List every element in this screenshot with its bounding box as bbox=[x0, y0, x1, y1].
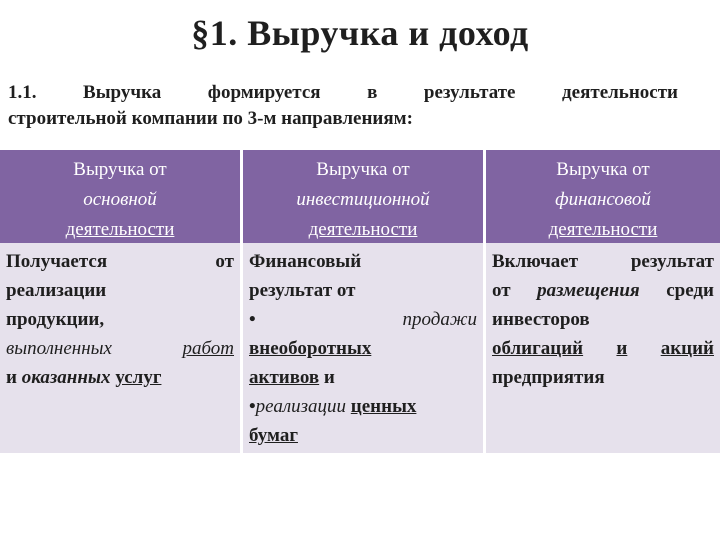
cell-line bbox=[249, 392, 477, 421]
cell-line: продукции, bbox=[6, 309, 105, 330]
cell-line bbox=[6, 334, 234, 363]
cell-word: от bbox=[215, 251, 234, 272]
page-title: §1. Выручка и доход bbox=[191, 13, 529, 53]
header-line: инвестиционной bbox=[296, 189, 430, 210]
cell-word: акций bbox=[660, 338, 714, 359]
cell-line bbox=[492, 276, 714, 305]
cell-line bbox=[492, 334, 714, 363]
intro-paragraph bbox=[8, 80, 678, 132]
cell-core-activity bbox=[0, 243, 240, 453]
cell-word: реализации bbox=[255, 396, 347, 417]
header-line: Выручка от bbox=[556, 159, 650, 180]
cell-line bbox=[249, 363, 477, 392]
cell-line: предприятия bbox=[492, 367, 605, 388]
table-body-row bbox=[0, 243, 720, 453]
cell-line: результат от bbox=[249, 280, 356, 301]
cell-word: и bbox=[323, 367, 335, 388]
header-line: финансовой bbox=[555, 189, 651, 210]
cell-financial-activity bbox=[486, 243, 720, 453]
intro-line-1: 1.1. Выручка формируется в результате деятельности bbox=[8, 82, 678, 103]
cell-word: и bbox=[616, 338, 628, 359]
header-line: деятельности bbox=[308, 219, 418, 240]
cell-word: облигаций bbox=[492, 338, 584, 359]
intro-line-2: строительной компании по 3-м направлениям: bbox=[8, 108, 413, 129]
cell-word: результат bbox=[630, 251, 714, 272]
cell-investment-activity bbox=[243, 243, 483, 453]
header-financial-activity bbox=[486, 150, 720, 243]
header-core-activity bbox=[0, 150, 240, 243]
cell-word: услуг bbox=[115, 367, 162, 388]
cell-word: продажи bbox=[402, 309, 477, 330]
header-line: Выручка от bbox=[73, 159, 167, 180]
cell-word: Получается bbox=[6, 251, 108, 272]
cell-line: Финансовый bbox=[249, 251, 362, 272]
cell-word: размещения bbox=[537, 280, 640, 301]
cell-word: оказанных bbox=[21, 367, 111, 388]
cell-line bbox=[492, 247, 714, 276]
cell-line: внеоборотных bbox=[249, 338, 372, 359]
cell-line: бумаг bbox=[249, 425, 298, 446]
header-line: деятельности bbox=[548, 219, 658, 240]
revenue-table bbox=[0, 150, 720, 453]
header-line: основной bbox=[83, 189, 157, 210]
bullet-icon: • bbox=[249, 396, 256, 417]
cell-line bbox=[6, 247, 234, 276]
cell-word: ценных bbox=[350, 396, 417, 417]
cell-word: среди bbox=[666, 280, 714, 301]
cell-word: активов bbox=[249, 367, 320, 388]
cell-word: Включает bbox=[492, 251, 579, 272]
header-investment-activity bbox=[243, 150, 483, 243]
cell-line bbox=[6, 363, 234, 392]
header-line: Выручка от bbox=[316, 159, 410, 180]
cell-word: работ bbox=[182, 338, 234, 359]
cell-line bbox=[249, 305, 477, 334]
cell-line: инвесторов bbox=[492, 309, 590, 330]
table-header-row bbox=[0, 150, 720, 243]
cell-word: выполненных bbox=[6, 338, 112, 359]
cell-line: реализации bbox=[6, 280, 107, 301]
bullet-icon: • bbox=[249, 309, 256, 330]
header-line: деятельности bbox=[65, 219, 175, 240]
cell-word: от bbox=[492, 280, 511, 301]
cell-word: и bbox=[6, 367, 17, 388]
